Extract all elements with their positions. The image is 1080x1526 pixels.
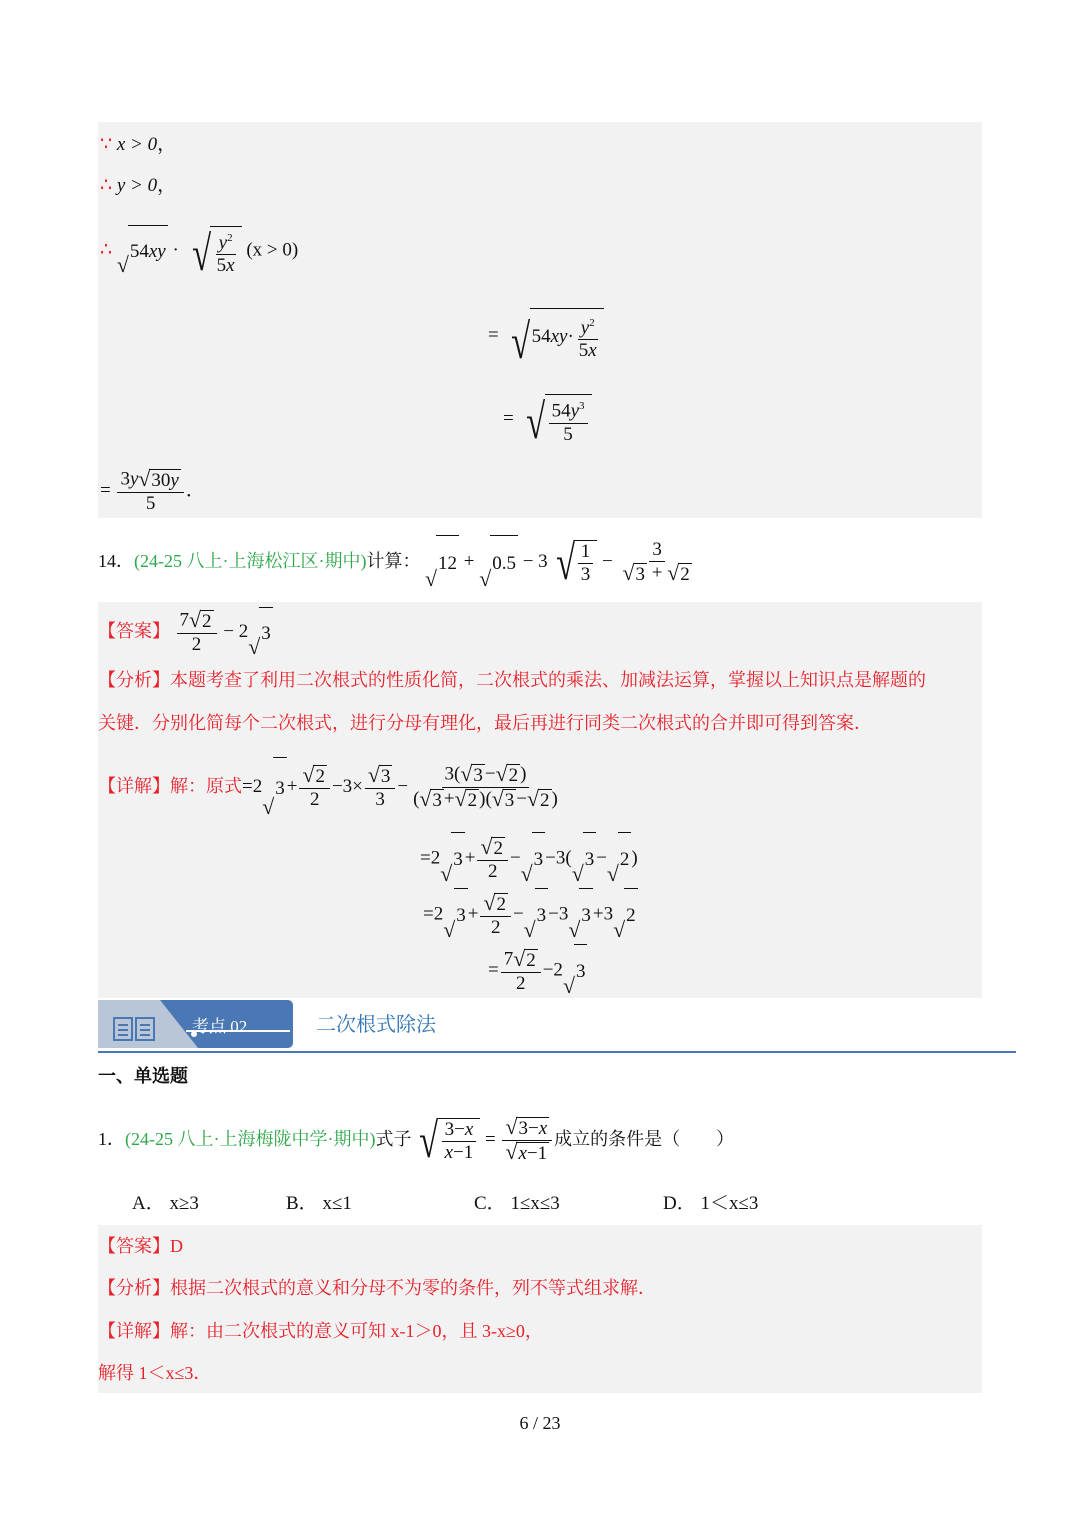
book-icon	[112, 1016, 162, 1046]
section-heading: 一、单选题	[98, 1066, 188, 1086]
problem-14-analysis-2: 关键．分别化简每个二次根式，进行分母有理化，最后再进行同类二次根式的合并即可得到答案．	[98, 713, 872, 733]
option-b[interactable]: B． x≤1	[286, 1193, 352, 1214]
question-1-analysis: 【分析】根据二次根式的意义和分母不为零的条件，列不等式组求解．	[98, 1278, 656, 1298]
problem-14-detail: 【详解】解：原式=2 √ 3 + √ 2 2 −3× √ 3 3 − 3( √ 3 − √ 2 ) ( √ 3 + √ 2 )( √ 3 − √ 2 )	[98, 756, 563, 819]
option-c[interactable]: C． 1≤x≤3	[474, 1193, 560, 1214]
banner-title: 二次根式除法	[316, 1014, 436, 1036]
problem-14-step-3: = 7 √ 2 2 −2 √ 3	[488, 944, 587, 998]
solution-13-step-1: = √ 54 xy · $\frac{y^2}{5x}$	[488, 308, 604, 364]
banner-tag: 考点 02	[192, 1017, 248, 1036]
page-number: 6 / 23	[519, 1413, 561, 1433]
question-1-detail-2: 解得 1＜x≤3．	[98, 1363, 212, 1383]
question-1-stem: 1．(24-25 八上·上海梅陇中学·期中)式子 √ $\frac{3-x}{x-1}$ = √ 3− x √ x −1 成立的条件是（ ）	[98, 1112, 735, 1168]
sqrt-54xy: √ 54 xy	[117, 225, 168, 277]
option-a[interactable]: A． x≥3	[132, 1193, 199, 1214]
section-banner	[98, 1000, 1018, 1054]
solution-13-line-2: ∴ y > 0，	[100, 175, 177, 196]
problem-14-analysis-1: 【分析】本题考查了利用二次根式的性质化简，二次根式的乘法、加减法运算，掌握以上知识点是解题的	[98, 670, 926, 690]
solution-13-line-3: ∴ √ 54 xy · √ $\frac{y^2}{5x}$ (x > 0)	[100, 225, 299, 281]
problem-14-answer: 【答案】 7 √ 2 2 − 2 √ 3	[98, 608, 271, 659]
solution-13-final: = 3y √ 30 y 5 ．	[100, 467, 205, 515]
option-d[interactable]: D． 1＜x≤3	[663, 1193, 759, 1214]
banner-rule	[98, 1051, 1016, 1053]
solution-13-step-2: = √ $\frac{54y^3}{5}$	[503, 392, 592, 446]
question-1-answer: 【答案】D	[98, 1236, 183, 1256]
problem-14-step-1: =2 √ 3 + √ 2 2 − √ 3 −3( √ 3 − √ 2 )	[420, 832, 638, 886]
problem-14-stem: 14．(24-25 八上·上海松江区·期中)计算： √ 12 + √ 0.5 − 3 √ $\frac{1}{3}$ − 3 √ 3 + √ 2	[98, 534, 690, 591]
question-1-detail: 【详解】解：由二次根式的意义可知 x-1＞0，且 3-x≥0，	[98, 1321, 543, 1341]
solution-13-line-1: ∵ x > 0，	[100, 134, 177, 155]
sqrt-y2-over-5x: √ $\frac{y^2}{5x}$	[184, 226, 242, 276]
problem-14-step-2: =2 √ 3 + √ 2 2 − √ 3 −3 √ 3 +3 √ 2	[423, 888, 638, 942]
question-1-solution-box	[98, 1225, 982, 1393]
